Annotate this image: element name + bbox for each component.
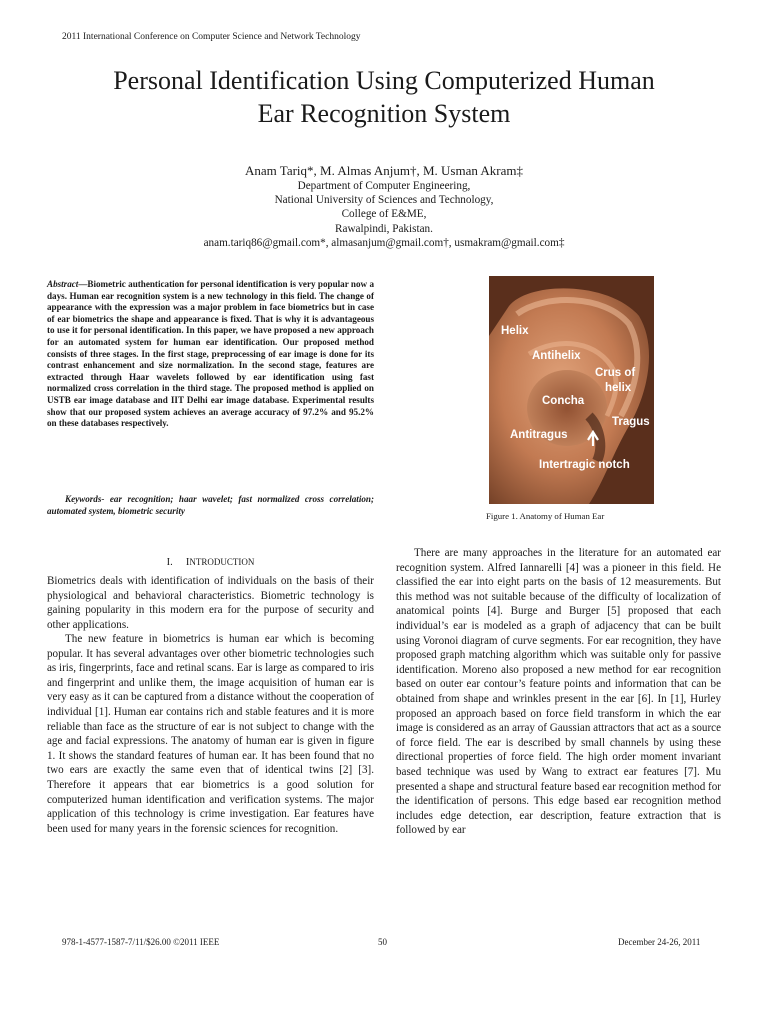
section-title-initial: I	[185, 557, 190, 568]
ear-anatomy-figure	[489, 276, 654, 504]
label-concha: Concha	[542, 395, 585, 407]
conference-header: 2011 International Conference on Computer Science and Network Technology	[62, 32, 361, 42]
intro-paragraph-2: The new feature in biometrics is human ear which is becoming popular. It has several advantages over other biometric technologies such as iris, fingerprints, face and retinal scans. Ear is large as compared to iris and fingerprint and unlike them, the image acquisition of human ear is very easy as it can be captured from a distance without the cooperation of individual [1]. Human ear contains rich and stable features and it is more reliable than face as the structure of ear is not subject to change with the age and facial expressions. The anatomy of human ear is given in figure 1. It shows the standard features of human ear. It has been found that no two ears are exactly the same even that of identical twins [2] [3]. Therefore it appears that ear biometrics is a good solution for computerized human identification and verification systems. The major application of this technology is crime investigation. Ear features have been used for many years in the forensic sciences for recognition.	[47, 633, 374, 835]
label-helix: Helix	[501, 325, 529, 337]
abstract-dash: —	[78, 279, 88, 289]
affiliation-emails: anam.tariq86@gmail.com*, almasanjum@gmail.com†, usmakram@gmail.com‡	[203, 236, 565, 249]
affiliation-university: National University of Sciences and Technology,	[274, 194, 494, 207]
label-tragus: Tragus	[612, 416, 650, 428]
figure-caption: Figure 1. Anatomy of Human Ear	[486, 511, 605, 521]
ear-photo	[489, 276, 654, 504]
affiliation-block	[0, 179, 768, 250]
paper-title	[0, 64, 768, 130]
label-crus-1: Crus of	[595, 367, 636, 379]
label-intertragic-notch: Intertragic notch	[539, 459, 630, 471]
author-list: Anam Tariq*, M. Almas Anjum†, M. Usman Akram‡	[245, 163, 523, 178]
section-title-rest: NTRODUCTION	[189, 557, 255, 567]
label-antihelix: Antihelix	[532, 350, 581, 362]
footer-date: December 24-26, 2011	[618, 937, 701, 947]
title-line-1: Personal Identification Using Computerized Human	[113, 66, 655, 95]
section-numeral: I.	[166, 557, 173, 568]
footer-page-number: 50	[378, 937, 387, 947]
affiliation-city: Rawalpindi, Pakistan.	[335, 222, 433, 235]
label-crus-2: helix	[605, 382, 632, 394]
abstract-text: Biometric authentication for personal identification is very popular now a days. Human ear recognition system is a new technology in this field. The change of appearance with the expression was a major problem in face biometrics but in case of ear biometrics the shape and appearance is fixed. That is why it is advantageous to use it for personal identification. In this paper, we have proposed a new approach for an automated system for human ear identification. Our proposed method consists of three stages. In the first stage, preprocessing of ear image is done for its contrast enhancement and size normalization. In the second stage, features are extracted through Haar wavelets followed by ear identification using fast normalized cross correlation in the third stage. The proposed method is applied on USTB ear image database and IIT Delhi ear image database. Experimental results show that our proposed system achieves an average accuracy of 97.2% and 95.2% on these databases respectively.	[47, 279, 374, 429]
keywords: Keywords- ear recognition; haar wavelet; fast normalized cross correlation; automated system, biometric security	[47, 494, 374, 516]
intro-paragraph-1: Biometrics deals with identification of individuals on the basis of their physiological and behavioral characteristics. Biometric technology is gaining popularity in this modern era for the purpose of security and other applications.	[47, 575, 374, 631]
affiliation-college: College of E&ME,	[341, 208, 427, 221]
footer-isbn: 978-1-4577-1587-7/11/$26.00 ©2011 IEEE	[62, 937, 220, 947]
related-work-paragraph: There are many approaches in the literature for an automated ear recognition system. Alfred Iannarelli [4] was a pioneer in this field. He classified the ear into eight parts on the basis of 12 measurements. But this method was not suitable because of the difficulty of localization of anatomical points [4]. Burge and Burger [5] proposed that each individual’s ear is modeled as a graph of adjacency that can be built using Voronoi diagram of curve segments. For ear recognition, they have proposed graph matching algorithm which was suitable only for passive identification. Moreno also proposed a new method for ear recognition based on outer ear contour’s feature points and information that can be obtained from shape and wrinkles present in the ear [6]. In [1], Hurley proposed an approach based on force field transform in which the ear image is considered as an array of Gaussian attractors that act as a source of force field. The ear is described by small channels by using these directional properties of force field. The high order moment invariant based technique was used by Wang to extract ear features [7]. Mu presented a shape and structural feature based ear recognition method for the identification of persons. This edge based ear recognition method includes edge detection, ear description, feature extraction that is followed by ear	[396, 547, 721, 837]
title-line-2: Ear Recognition System	[257, 99, 511, 128]
abstract	[47, 279, 374, 430]
affiliation-department: Department of Computer Engineering,	[297, 180, 471, 192]
label-antitragus: Antitragus	[510, 429, 568, 441]
abstract-label: Abstract	[47, 279, 79, 289]
section-heading-introduction	[47, 557, 374, 568]
